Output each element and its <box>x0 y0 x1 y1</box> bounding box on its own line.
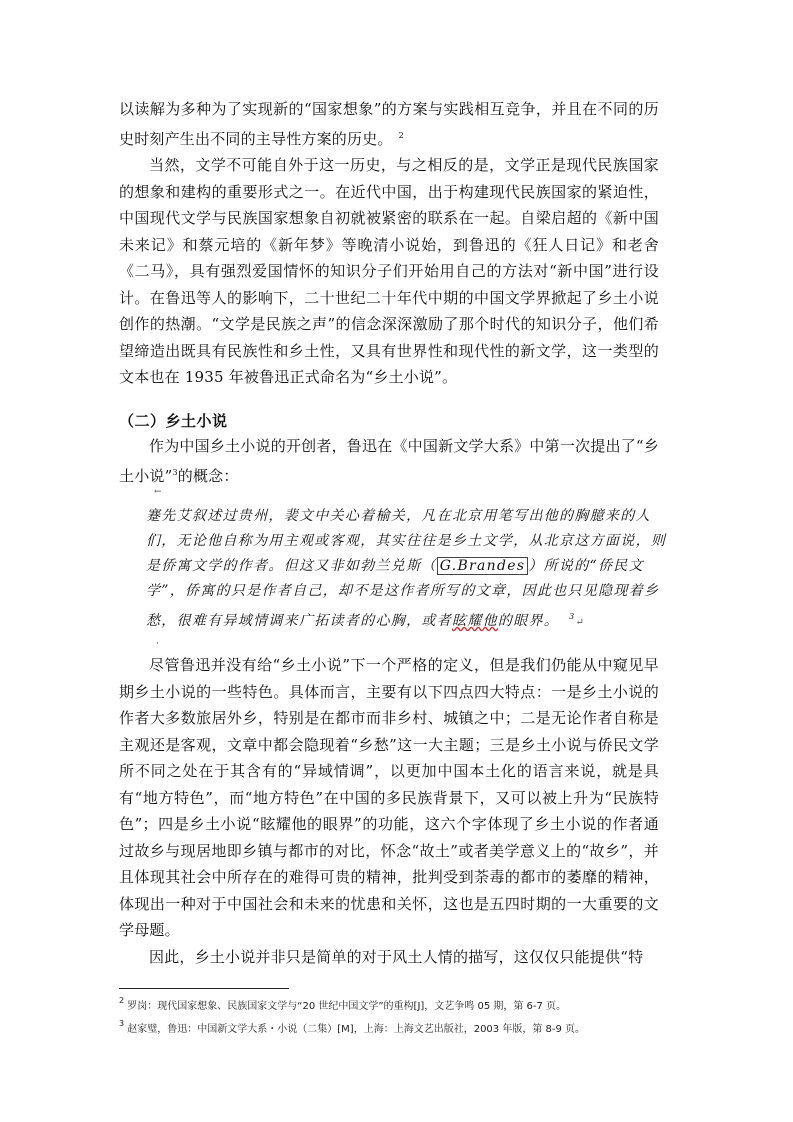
arrow-mark: ← <box>154 487 162 497</box>
block-quote <box>146 504 676 635</box>
footnote-number: 2 <box>119 996 125 1005</box>
footnote-text: 罗岗：现代国家想象、民族国家文学与“20 世纪中国文学”的重构[J]，文艺争鸣 05 期，第 6-7 页。 <box>127 1001 567 1012</box>
footnote-divider <box>119 988 289 989</box>
paragraph-mark: ↵ <box>575 617 586 628</box>
body-text-intro <box>119 433 659 489</box>
dot-mark: · <box>156 639 159 649</box>
paragraph-continuation <box>119 96 659 152</box>
section-heading: （二）乡土小说 <box>119 412 228 430</box>
paragraph-text: 以读解为多种为了实现新的“国家想象”的方案与实践相互竞争，并且在不同的历史时刻产生出不同的主导性方案的历史。 <box>119 100 659 148</box>
footnote-number: 3 <box>119 1019 125 1028</box>
paragraph: 因此，乡土小说并非只是简单的对于风土人情的描写，这仅仅只能提供“特 <box>149 947 644 966</box>
footnotes <box>119 992 679 1038</box>
footnote-text: 赵家璧，鲁迅：中国新文学大系・小说（二集）[M]，上海：上海文艺出版社，2003 年版，第 8-9 页。 <box>127 1024 586 1035</box>
paragraph: 当然，文学不可能自外于这一历史，与之相反的是，文学正是现代民族国家的想象和建构的重要形式之一。在近代中国，出于构建现代民族国家的紧迫性，中国现代文学与民族国家想象自初就被紧密的联系在一起。自梁启超的《新中国未来记》和蔡元培的《新年梦》等晚清小说始，到鲁迅的《狂人日记》和老舍《二马》，具有强烈爱国情怀的知识分子们开始用自己的方法对“新中国”进行设计。在鲁迅等人的影响下，二十世纪二十年代中期的中国文学界掀起了乡土小说创作的热潮。“文学是民族之声”的信念深深激励了那个时代的知识分子，他们希望缔造出既具有民族性和乡土性，又具有世界性和现代性的新文学，这一类型的文本也在 1935 年被鲁迅正式命名为“乡土小说”。 <box>119 156 659 386</box>
quote-text-3: 的眼界。 <box>497 613 560 629</box>
footnote <box>119 1015 679 1038</box>
body-text-bottom <box>119 652 659 970</box>
paragraph: 尽管鲁迅并没有给“乡土小说”下一个严格的定义，但是我们仍能从中窥见早期乡土小说的一些特色。具体而言，主要有以下四点四大特点：一是乡土小说的作者大多数旅居外乡，特别是在都市而非乡村、城镇之中；二是无论作者自称是主观还是客观，文章中都会隐现着“乡愁”这一大主题；三是乡土小说与侨民文学所不同之处在于其含有的“异域情调”，以更加中国本土化的语言来说，就是具有“地方特色”，而“地方特色”在中国的多民族背景下，又可以被上升为“民族特色”；四是乡土小说“眩耀他的眼界”的功能，这六个字体现了乡土小说的作者通过故乡与现居地即乡镇与都市的对比，怀念“故土”或者美学意义上的“故乡”，并且体现其社会中所存在的难得可贵的精神，批判受到荼毒的都市的萎靡的精神，体现出一种对于中国社会和未来的忧患和关怀，这也是五四时期的一大重要的文学母题。 <box>119 656 659 939</box>
footnote-ref[interactable]: 3 <box>172 467 178 477</box>
body-text-top <box>119 96 659 391</box>
footnote-ref[interactable]: 3 <box>569 612 576 621</box>
paragraph <box>119 433 659 489</box>
quote-name-boxed: G.Brandes <box>437 557 529 575</box>
intro-text: 作为中国乡土小说的开创者，鲁迅在《中国新文学大系》中第一次提出了“乡土小说” <box>119 437 659 485</box>
quote-text-2: ）所说的“侨民文学”，侨寓的只是作者自己，却不是这作者所写的文章，因此也只见隐现着乡愁，很难有异域情调来广拓读者的心胸，或者 <box>146 558 660 629</box>
quote-underlined: 眩耀他 <box>452 613 498 629</box>
footnote-ref[interactable]: 2 <box>398 130 404 140</box>
footnote <box>119 992 679 1015</box>
intro-text-after: 的概念： <box>177 466 239 485</box>
quote-text: 蹇先艾叙述过贵州，裴文中关心着榆关，凡在北京用笔写出他的胸臆来的人们，无论他自称为用主观或客观，其实往往是乡土文学，从北京这方面说，则是侨寓文学的作者。但这又非如勃兰兑斯（ <box>146 508 667 574</box>
